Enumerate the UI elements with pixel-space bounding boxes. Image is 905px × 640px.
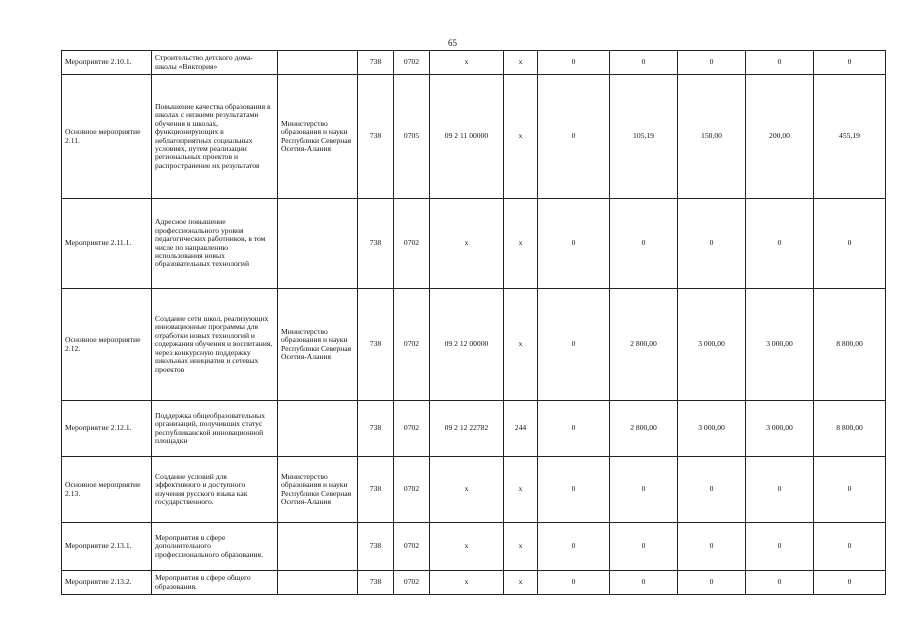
- csr-cell: x: [430, 571, 504, 595]
- year4-cell: 0: [746, 523, 814, 571]
- rzpr-cell: 0702: [394, 401, 430, 457]
- responsible-cell: [278, 199, 358, 289]
- name-cell: Строительство детского дома-школы «Виктория»: [152, 51, 278, 75]
- name-cell: Адресное повышение профессионального уровня педагогических работников, в том числе по направлению использования новых образовательных технологий: [152, 199, 278, 289]
- rzpr-cell: 0702: [394, 199, 430, 289]
- year4-cell: 200,00: [746, 75, 814, 199]
- responsible-cell: [278, 571, 358, 595]
- total-cell: 0: [814, 571, 886, 595]
- rzpr-cell: 0702: [394, 457, 430, 523]
- name-cell: Мероприятия в сфере общего образования.: [152, 571, 278, 595]
- year3-cell: 3 000,00: [678, 401, 746, 457]
- grbs-cell: 738: [358, 523, 394, 571]
- vr-cell: x: [504, 75, 538, 199]
- year2-cell: 2 800,00: [610, 289, 678, 401]
- grbs-cell: 738: [358, 289, 394, 401]
- responsible-cell: Министерство образования и науки Республики Северная Осетия-Алания: [278, 75, 358, 199]
- year2-cell: 0: [610, 199, 678, 289]
- year4-cell: 3 000,00: [746, 401, 814, 457]
- csr-cell: x: [430, 51, 504, 75]
- year1-cell: 0: [538, 199, 610, 289]
- year3-cell: 0: [678, 51, 746, 75]
- rzpr-cell: 0702: [394, 523, 430, 571]
- responsible-cell: Министерство образования и науки Республики Северная Осетия-Алания: [278, 457, 358, 523]
- year3-cell: 0: [678, 571, 746, 595]
- table-row: [62, 289, 886, 401]
- status-cell: Мероприятие 2.13.2.: [62, 571, 152, 595]
- total-cell: 0: [814, 523, 886, 571]
- year4-cell: 3 000,00: [746, 289, 814, 401]
- year4-cell: 0: [746, 571, 814, 595]
- status-cell: Мероприятие 2.12.1.: [62, 401, 152, 457]
- grbs-cell: 738: [358, 401, 394, 457]
- year2-cell: 2 800,00: [610, 401, 678, 457]
- table-row: [62, 457, 886, 523]
- year3-cell: 0: [678, 523, 746, 571]
- csr-cell: 09 2 12 00000: [430, 289, 504, 401]
- year4-cell: 0: [746, 51, 814, 75]
- name-cell: Создание сети школ, реализующих инновационные программы для отработки новых технологий и содержания обучения и воспитания, через конкурсную поддержку школьных инициатив и сетевых проектов: [152, 289, 278, 401]
- rzpr-cell: 0702: [394, 51, 430, 75]
- csr-cell: 09 2 11 00000: [430, 75, 504, 199]
- year1-cell: 0: [538, 51, 610, 75]
- status-cell: Мероприятие 2.11.1.: [62, 199, 152, 289]
- name-cell: Поддержка общеобразовательных организаций, получивших статус республиканской инновационной площадки: [152, 401, 278, 457]
- year3-cell: 0: [678, 457, 746, 523]
- total-cell: 0: [814, 51, 886, 75]
- table-row: [62, 523, 886, 571]
- csr-cell: x: [430, 523, 504, 571]
- table-row: [62, 401, 886, 457]
- status-cell: Основное мероприятие 2.11.: [62, 75, 152, 199]
- grbs-cell: 738: [358, 75, 394, 199]
- grbs-cell: 738: [358, 571, 394, 595]
- status-cell: Основное мероприятие 2.12.: [62, 289, 152, 401]
- status-cell: Мероприятие 2.10.1.: [62, 51, 152, 75]
- total-cell: 0: [814, 199, 886, 289]
- year1-cell: 0: [538, 457, 610, 523]
- vr-cell: 244: [504, 401, 538, 457]
- rzpr-cell: 0705: [394, 75, 430, 199]
- vr-cell: x: [504, 289, 538, 401]
- vr-cell: x: [504, 523, 538, 571]
- total-cell: 8 800,00: [814, 289, 886, 401]
- table-row: [62, 75, 886, 199]
- responsible-cell: [278, 523, 358, 571]
- total-cell: 8 800,00: [814, 401, 886, 457]
- csr-cell: x: [430, 457, 504, 523]
- year2-cell: 0: [610, 571, 678, 595]
- vr-cell: x: [504, 51, 538, 75]
- vr-cell: x: [504, 571, 538, 595]
- year4-cell: 0: [746, 199, 814, 289]
- status-cell: Основное мероприятие 2.13.: [62, 457, 152, 523]
- grbs-cell: 738: [358, 457, 394, 523]
- responsible-cell: [278, 401, 358, 457]
- year2-cell: 105,19: [610, 75, 678, 199]
- vr-cell: x: [504, 199, 538, 289]
- table-row: [62, 199, 886, 289]
- year4-cell: 0: [746, 457, 814, 523]
- year1-cell: 0: [538, 289, 610, 401]
- name-cell: Мероприятия в сфере дополнительного профессионального образования.: [152, 523, 278, 571]
- year2-cell: 0: [610, 523, 678, 571]
- year1-cell: 0: [538, 401, 610, 457]
- table-row: [62, 571, 886, 595]
- page-number: 65: [448, 38, 457, 48]
- year1-cell: 0: [538, 75, 610, 199]
- year3-cell: 3 000,00: [678, 289, 746, 401]
- rzpr-cell: 0702: [394, 289, 430, 401]
- responsible-cell: [278, 51, 358, 75]
- year2-cell: 0: [610, 51, 678, 75]
- rzpr-cell: 0702: [394, 571, 430, 595]
- name-cell: Повышение качества образования в школах с низкими результатами обучения в школах, функционирующих в неблагоприятных социальных условиях, путем реализации региональных проектов и распространение их результатов: [152, 75, 278, 199]
- year3-cell: 150,00: [678, 75, 746, 199]
- total-cell: 455,19: [814, 75, 886, 199]
- table-row: [62, 51, 886, 75]
- name-cell: Создание условий для эффективного и доступного изучения русского языка как государственного.: [152, 457, 278, 523]
- csr-cell: x: [430, 199, 504, 289]
- budget-table: [61, 50, 886, 595]
- year1-cell: 0: [538, 523, 610, 571]
- vr-cell: x: [504, 457, 538, 523]
- year2-cell: 0: [610, 457, 678, 523]
- status-cell: Мероприятие 2.13.1.: [62, 523, 152, 571]
- total-cell: 0: [814, 457, 886, 523]
- csr-cell: 09 2 12 22782: [430, 401, 504, 457]
- year3-cell: 0: [678, 199, 746, 289]
- grbs-cell: 738: [358, 199, 394, 289]
- grbs-cell: 738: [358, 51, 394, 75]
- responsible-cell: Министерство образования и науки Республики Северная Осетия-Алания: [278, 289, 358, 401]
- year1-cell: 0: [538, 571, 610, 595]
